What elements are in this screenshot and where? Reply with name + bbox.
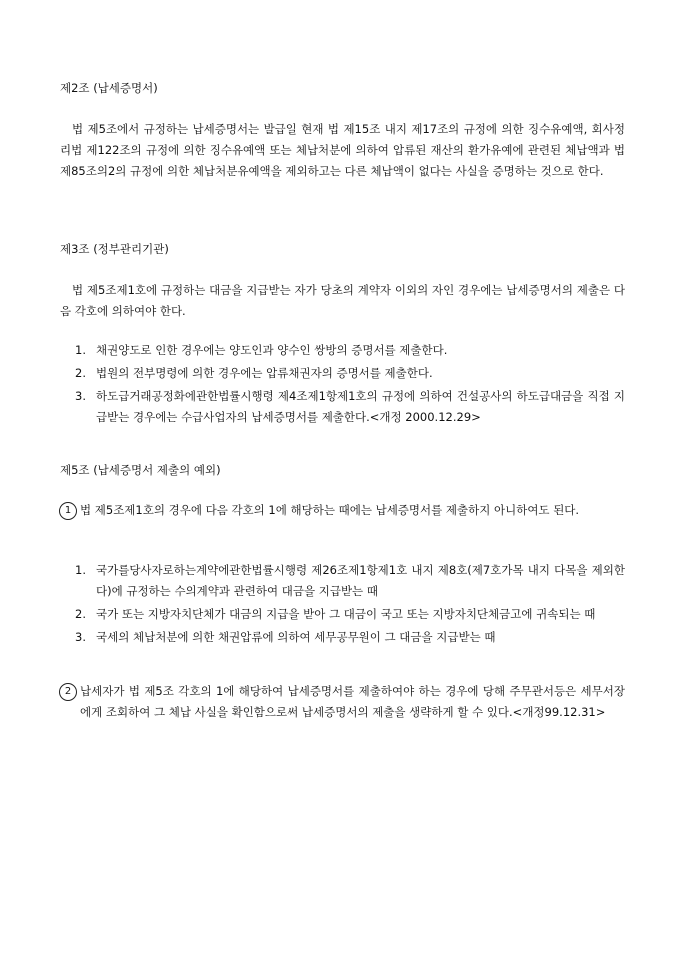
article-5-paragraph-1 [60,500,625,521]
list-item [60,627,625,648]
circled-number-2: 2 [59,683,77,701]
list-item-number: 1. [75,343,86,357]
article-3-body: 법 제5조제1호에 규정하는 대금을 지급받는 자가 당초의 계약자 이외의 자인 경우에는 납세증명서의 제출은 다음 각호에 의하여야 한다. [60,283,625,318]
article-2-body: 법 제5조에서 규정하는 납세증명서는 발급일 현재 법 제15조 내지 제17조의 규정에 의한 징수유예액, 회사정리법 제122조의 규정에 의한 징수유예액 또는 체납처분에 의하여 압류된 재산의 환가유예에 관련된 체납액과 법 제85조의2의 규정에 의한 체납처분유예액을 제외하고는 다른 체납액이 없다는 사실을 증명하는 것으로 한다. [60,122,625,178]
article-5-paragraph-2 [60,681,625,723]
article-5-list [60,560,625,650]
article-2-heading: 제2조 (납세증명서) [60,81,158,95]
list-item-number: 1. [75,563,86,577]
list-item-text: 하도급거래공정화에관한법률시행령 제4조제1항제1호의 규정에 의하여 건설공사의 하도급대금을 직접 지급받는 경우에는 수급사업자의 납세증명서를 제출한다.<개정 2000.12.29> [96,389,625,424]
list-item [60,340,625,361]
circled-number-1: 1 [59,502,77,520]
list-item [60,363,625,384]
list-item-number: 2. [75,607,86,621]
list-item-number: 3. [75,630,86,644]
list-item [60,560,625,602]
paragraph-text: 법 제5조제1호의 경우에 다음 각호의 1에 해당하는 때에는 납세증명서를 제출하지 아니하여도 된다. [80,503,580,517]
list-item-text: 법원의 전부명령에 의한 경우에는 압류채권자의 증명서를 제출한다. [96,366,433,380]
paragraph-text: 납세자가 법 제5조 각호의 1에 해당하여 납세증명서를 제출하여야 하는 경우에 당해 주무관서등은 세무서장에게 조회하여 그 체납 사실을 확인함으로써 납세증명서의 제출을 생략하게 할 수 있다.<개정99.12.31> [80,684,625,719]
list-item [60,386,625,428]
list-item-number: 3. [75,389,86,403]
article-5-heading: 제5조 (납세증명서 제출의 예외) [60,463,221,477]
article-3-heading: 제3조 (정부관리기관) [60,242,169,256]
list-item-text: 국가 또는 지방자치단체가 대금의 지급을 받아 그 대금이 국고 또는 지방자치단체금고에 귀속되는 때 [96,607,596,621]
list-item [60,604,625,625]
article-3-list [60,340,625,430]
list-item-text: 채권양도로 인한 경우에는 양도인과 양수인 쌍방의 증명서를 제출한다. [96,343,448,357]
list-item-text: 국가를당사자로하는계약에관한법률시행령 제26조제1항제1호 내지 제8호(제7호가목 내지 다목을 제외한다)에 규정하는 수의계약과 관련하여 대금을 지급받는 때 [96,563,625,598]
list-item-number: 2. [75,366,86,380]
list-item-text: 국세의 체납처분에 의한 채권압류에 의하여 세무공무원이 그 대금을 지급받는 때 [96,630,496,644]
